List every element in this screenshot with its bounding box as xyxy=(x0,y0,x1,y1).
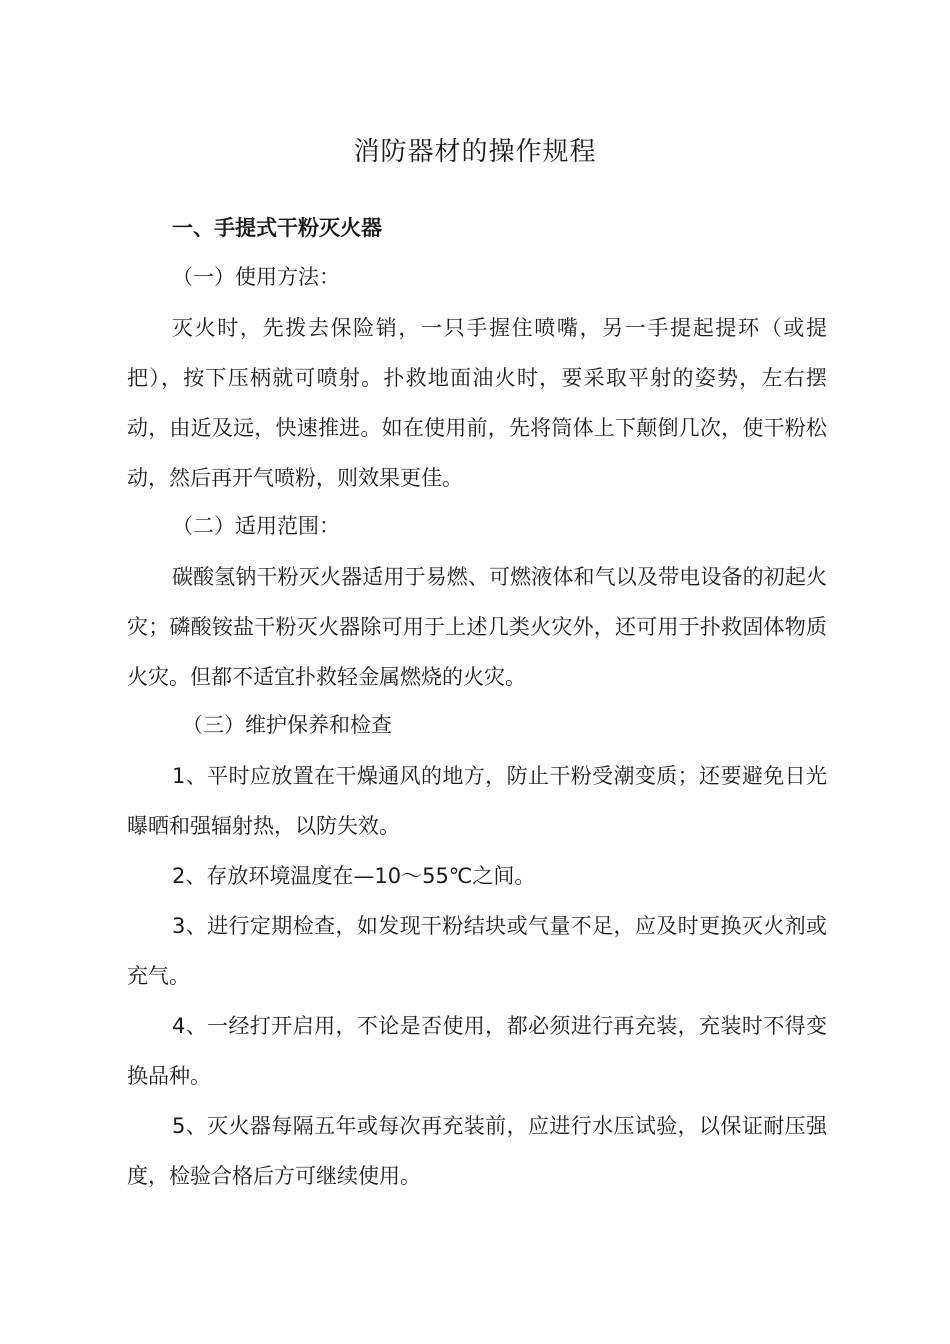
maintenance-item: 3、进行定期检查，如发现干粉结块或气量不足，应及时更换灭火剂或充气。 xyxy=(127,914,827,988)
subsection-heading-scope: （二）适用范围： xyxy=(172,514,340,538)
maintenance-item: 5、灭火器每隔五年或每次再充装前，应进行水压试验，以保证耐压强度，检验合格后方可继续使用。 xyxy=(127,1114,827,1188)
usage-paragraph: 灭火时，先拨去保险销，一只手握住喷嘴，另一手提起提环（或提把），按下压柄就可喷射。扑救地面油火时，要采取平射的姿势，左右摆动，由近及远，快速推进。如在使用前，先将筒体上下颠倒几次，使干粉松动，然后再开气喷粉，则效果更佳。 xyxy=(127,316,827,490)
section-heading: 一、手提式干粉灭火器 xyxy=(172,216,382,240)
maintenance-item: 1、平时应放置在干燥通风的地方，防止干粉受潮变质；还要避免日光曝晒和强辐射热，以防失效。 xyxy=(127,764,827,838)
subsection-heading-usage: （一）使用方法： xyxy=(172,265,340,289)
maintenance-item: 2、存放环境温度在—10～55℃之间。 xyxy=(172,864,536,888)
page-title: 消防器材的操作规程 xyxy=(353,137,597,167)
maintenance-item: 4、一经打开启用，不论是否使用，都必须进行再充装，充装时不得变换品种。 xyxy=(127,1014,827,1088)
scope-paragraph: 碳酸氢钠干粉灭火器适用于易燃、可燃液体和气以及带电设备的初起火灾；磷酸铵盐干粉灭火器除可用于上述几类火灾外，还可用于扑救固体物质火灾。但都不适宜扑救轻金属燃烧的火灾。 xyxy=(127,565,827,689)
subsection-heading-maintenance: （三）维护保养和检查 xyxy=(182,713,392,737)
